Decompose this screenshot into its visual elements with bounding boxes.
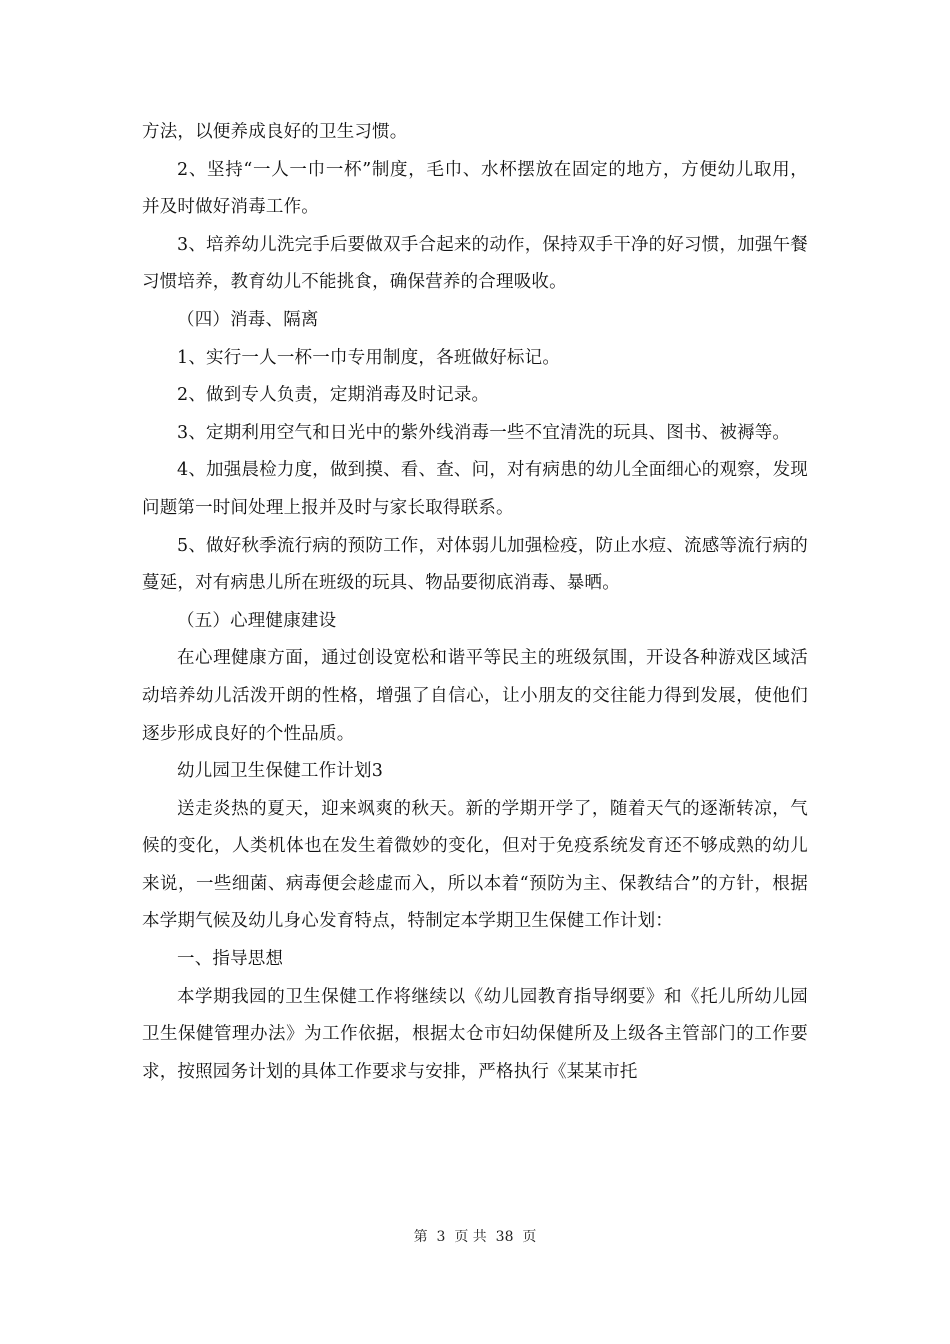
paragraph: 在心理健康方面，通过创设宽松和谐平等民主的班级氛围，开设各种游戏区域活动培养幼儿活泼开朗的性格，增强了自信心，让小朋友的交往能力得到发展，使他们逐步形成良好的个性品质。 [142, 648, 808, 744]
paragraph: 3、定期利用空气和日光中的紫外线消毒一些不宜清洗的玩具、图书、被褥等。 [177, 422, 791, 443]
paragraph: 2、坚持“一人一巾一杯”制度，毛巾、水杯摆放在固定的地方，方便幼儿取用，并及时做好消毒工作。 [142, 159, 808, 218]
section-heading: （五）心理健康建设 [177, 610, 337, 631]
paragraph: 4、加强晨检力度，做到摸、看、查、问，对有病患的幼儿全面细心的观察，发现问题第一时间处理上报并及时与家长取得联系。 [142, 460, 808, 518]
document-title: 幼儿园卫生保健工作计划3 [177, 761, 384, 782]
section-heading: 一、指导思想 [177, 949, 284, 970]
paragraph: 1、实行一人一杯一巾专用制度，各班做好标记。 [177, 347, 561, 368]
document-body [142, 114, 808, 1091]
paragraph: 5、做好秋季流行病的预防工作，对体弱儿加强检疫，防止水痘、流感等流行病的蔓延，对有病患儿所在班级的玩具、物品要彻底消毒、暴晒。 [142, 535, 808, 594]
page-footer: 第 3 页 共 38 页 [413, 1229, 537, 1245]
paragraph: 方法，以便养成良好的卫生习惯。 [142, 122, 408, 142]
paragraph: 本学期我园的卫生保健工作将继续以《幼儿园教育指导纲要》和《托儿所幼儿园卫生保健管理办法》为工作依据，根据太仓市妇幼保健所及上级各主管部门的工作要求，按照园务计划的具体工作要求与安排，严格执行《某某市托 [142, 986, 808, 1082]
paragraph: 送走炎热的夏天，迎来飒爽的秋天。新的学期开学了，随着天气的逐渐转凉，气候的变化，人类机体也在发生着微妙的变化，但对于免疫系统发育还不够成熟的幼儿来说，一些细菌、病毒便会趁虚而入，所以本着“预防为主、保教结合”的方针，根据本学期气候及幼儿身心发育特点，特制定本学期卫生保健工作计划： [142, 798, 808, 932]
paragraph: 3、培养幼儿洗完手后要做双手合起来的动作，保持双手干净的好习惯，加强午餐习惯培养，教育幼儿不能挑食，确保营养的合理吸收。 [142, 234, 808, 293]
section-heading: （四）消毒、隔离 [177, 309, 319, 330]
paragraph: 2、做到专人负责，定期消毒及时记录。 [177, 385, 490, 406]
